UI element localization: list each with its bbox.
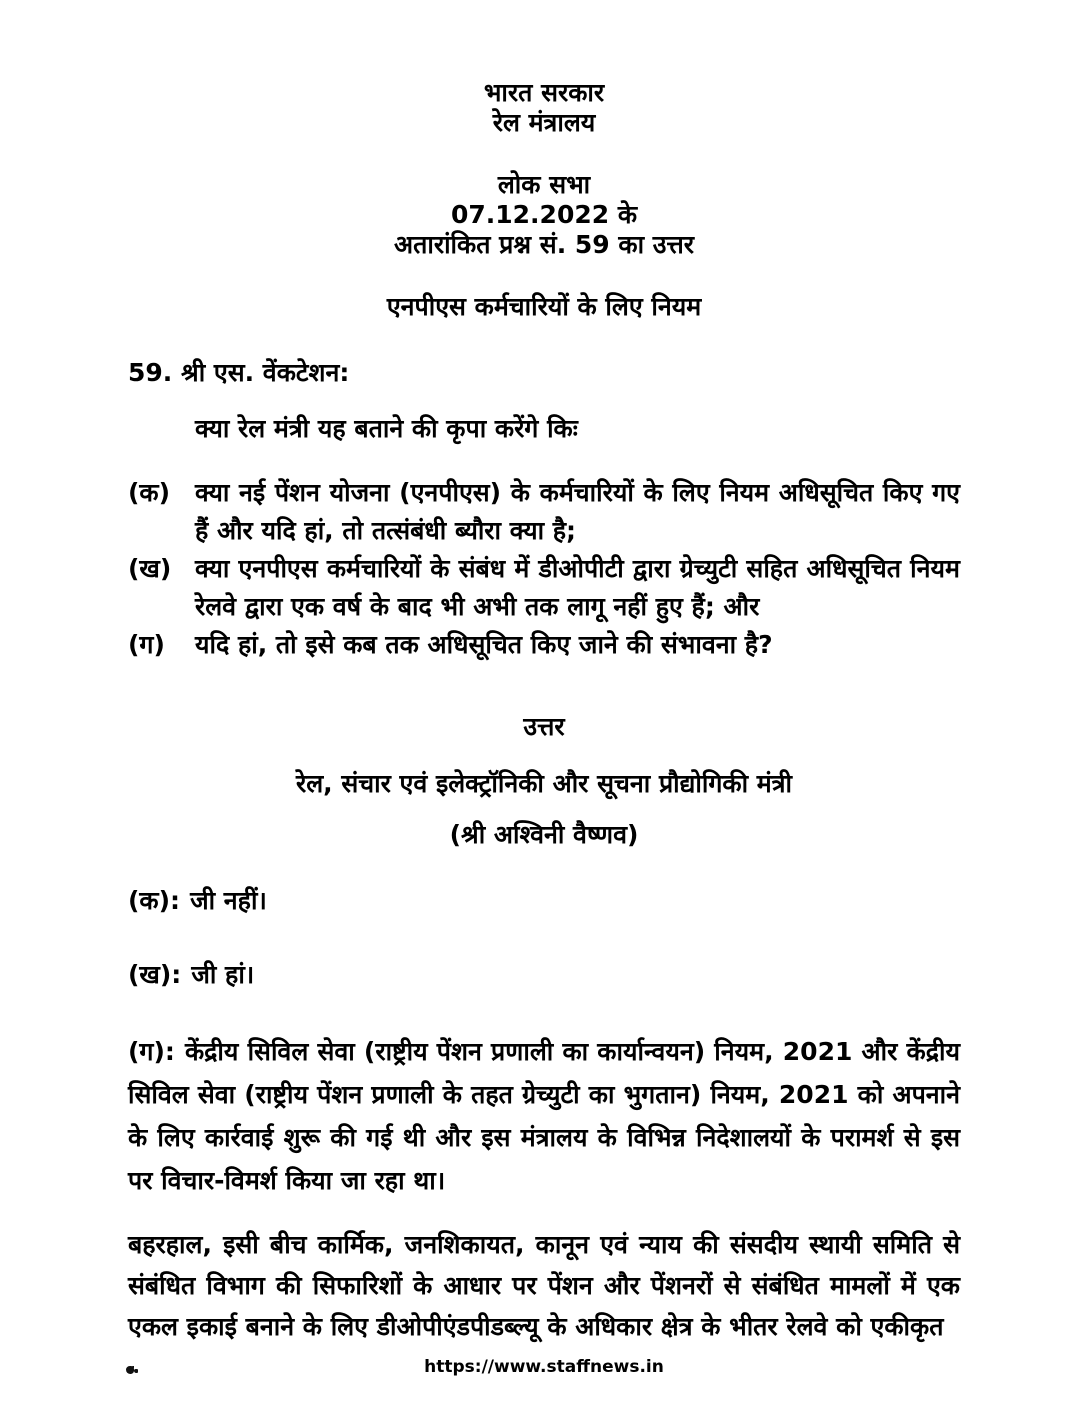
subject-title: एनपीएस कर्मचारियों के लिए नियम	[386, 292, 702, 321]
answer-continuation: बहरहाल, इसी बीच कार्मिक, जनशिकायत, कानून एवं न्याय की संसदीय स्थायी समिति से संबंधित विभाग की सिफारिशों के आधार पर पेंशन और पेंशनरों से संबंधित मामलों में एक एकल इकाई बनाने के लिए डीओपीएंडपीडब्ल्यू के अधिकार क्षेत्र के भीतर रेलवे को एकीकृत	[128, 1230, 960, 1341]
question-ref-line: अतारांकित प्रश्न सं. 59 का उत्तर	[394, 230, 694, 259]
ministry-line: रेल मंत्रालय	[492, 108, 596, 137]
answer-response-text: जी नहीं।	[190, 886, 267, 915]
minister-name: (श्री अश्विनी वैष्णव)	[449, 820, 639, 849]
answer-response-text: केंद्रीय सिविल सेवा (राष्ट्रीय पेंशन प्रणाली का कार्यान्वयन) नियम, 2021 और केंद्रीय सिविल सेवा (राष्ट्रीय पेंशन प्रणाली के तहत ग्रेच्युटी का भुगतान) नियम, 2021 को अपनाने के लिए कार्रवाई शुरू की गई थी और इस मंत्रालय के विभिन्न निदेशालयों के परामर्श से इस पर विचार-विमर्श किया जा रहा था।	[128, 1037, 960, 1195]
question-item	[128, 626, 960, 664]
question-item-label: (ग)	[128, 630, 165, 659]
question-item-text: यदि हां, तो इसे कब तक अधिसूचित किए जाने की संभावना है?	[195, 630, 773, 659]
answer-heading: उत्तर	[523, 712, 565, 741]
answer-response-text: जी हां।	[191, 960, 255, 989]
question-item	[128, 474, 960, 550]
question-intro: क्या रेल मंत्री यह बताने की कृपा करेंगे किः	[195, 414, 578, 443]
date-line: 07.12.2022 के	[450, 200, 638, 229]
watermark-url: https://www.staffnews.in	[424, 1357, 664, 1377]
question-item	[128, 550, 960, 626]
answer-response-label: (ग):	[128, 1037, 175, 1066]
question-asker: 59. श्री एस. वेंकटेशन:	[128, 358, 350, 387]
answer-response-label: (ख):	[128, 960, 182, 989]
government-line: भारत सरकार	[483, 78, 605, 107]
answer-response-label: (क):	[128, 886, 181, 915]
question-item-text: क्या एनपीएस कर्मचारियों के संबंध में डीओपीटी द्वारा ग्रेच्युटी सहित अधिसूचित नियम रेलवे द्वारा एक वर्ष के बाद भी अभी तक लागू नहीं हुए हैं; और	[195, 554, 960, 621]
question-item-label: (ख)	[128, 554, 172, 583]
answer-response-c	[128, 1030, 960, 1202]
document-header	[128, 0, 960, 260]
answer-response-a	[128, 886, 960, 916]
question-item-text: क्या नई पेंशन योजना (एनपीएस) के कर्मचारियों के लिए नियम अधिसूचित किए गए हैं और यदि हां, तो तत्संबंधी ब्यौरा क्या है;	[195, 478, 960, 545]
minister-title: रेल, संचार एवं इलेक्ट्रॉनिकी और सूचना प्रौद्योगिकी मंत्री	[295, 769, 793, 798]
question-list	[128, 474, 960, 664]
answer-response-b	[128, 960, 960, 990]
house-line: लोक सभा	[497, 170, 591, 199]
question-item-label: (क)	[128, 478, 171, 507]
